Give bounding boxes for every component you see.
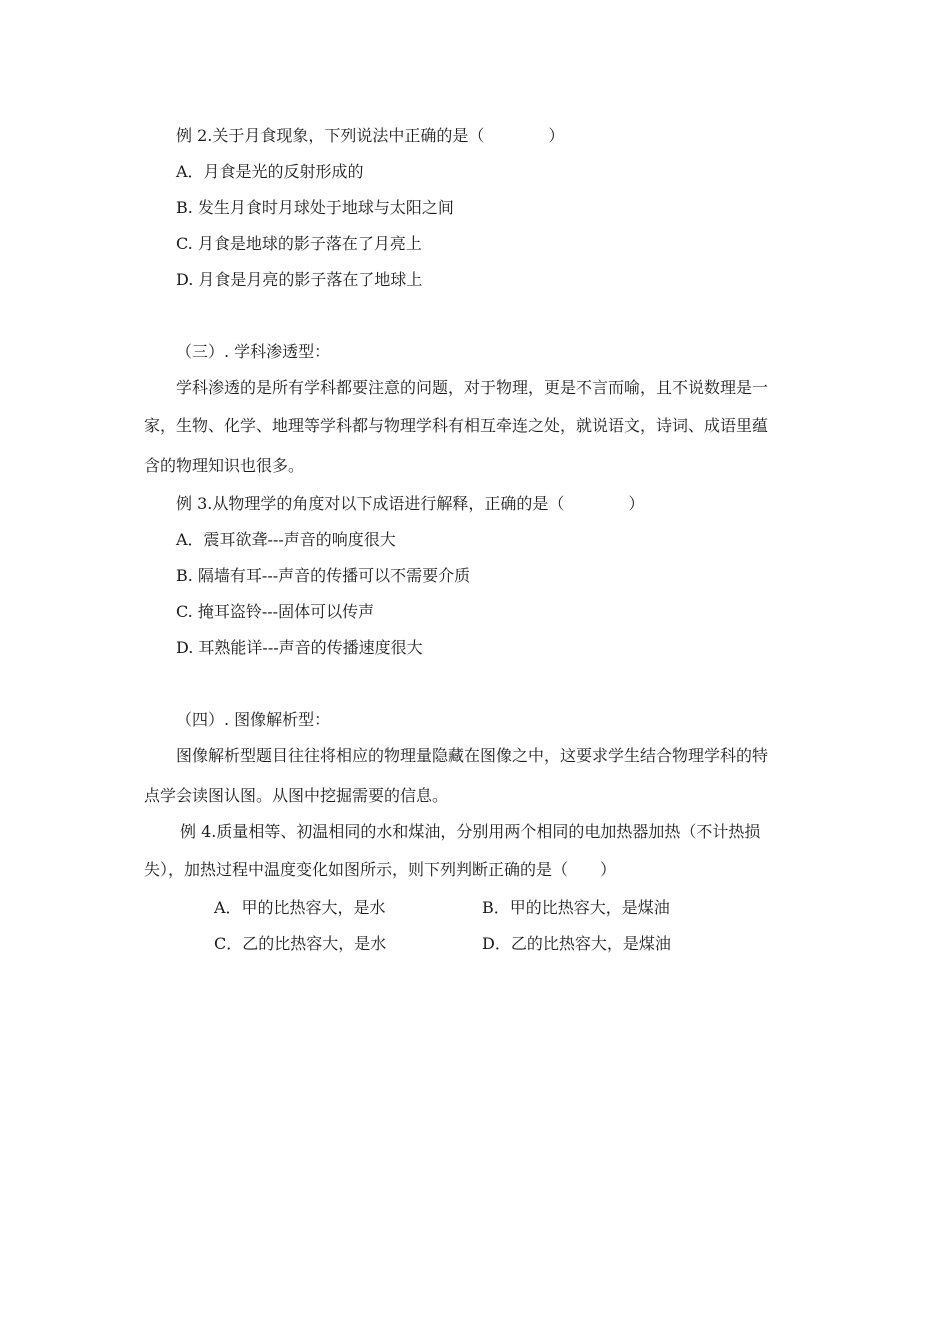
section-3-paragraph-line-3: 含的物理知识也很多。 [144, 456, 305, 475]
section-3-paragraph-line-2: 家，生物、化学、地理等学科都与物理学科有相互牵连之处，就说语文，诗词、成语里蕴 [144, 416, 769, 435]
example-4-question-line-1: 例 4.质量相等、初温相同的水和煤油，分别用两个相同的电加热器加热（不计热损 [180, 822, 761, 841]
example-4-question-line-2: 失），加热过程中温度变化如图所示，则下列判断正确的是（ ） [144, 860, 617, 879]
example-4-option-d: D．乙的比热容大，是煤油 [482, 934, 671, 953]
example-3-option-c: C. 掩耳盗铃---固体可以传声 [176, 602, 375, 621]
section-4-heading: （四）. 图像解析型： [176, 710, 331, 729]
example-3-question: 例 3.从物理学的角度对以下成语进行解释，正确的是（ ） [176, 494, 645, 513]
example-3-option-a: A．震耳欲聋---声音的响度很大 [176, 530, 396, 549]
example-4-option-b: B．甲的比热容大，是煤油 [482, 898, 670, 917]
section-3-paragraph-line-1: 学科渗透的是所有学科都要注意的问题，对于物理，更是不言而喻，且不说数理是一 [176, 378, 769, 397]
section-4-paragraph-line-2: 点学会读图认图。从图中挖掘需要的信息。 [144, 786, 449, 805]
example-2-question: 例 2.关于月食现象，下列说法中正确的是（ ） [176, 126, 565, 145]
example-4-option-c: C．乙的比热容大，是水 [214, 934, 387, 953]
section-3-heading: （三）. 学科渗透型： [176, 342, 331, 361]
section-4-paragraph-line-1: 图像解析型题目往往将相应的物理量隐藏在图像之中，这要求学生结合物理学科的特 [176, 746, 769, 765]
example-4-option-a: A．甲的比热容大，是水 [214, 898, 386, 917]
example-2-option-a: A．月食是光的反射形成的 [176, 162, 364, 181]
example-2-option-b: B. 发生月食时月球处于地球与太阳之间 [176, 198, 454, 217]
example-2-option-c: C. 月食是地球的影子落在了月亮上 [176, 234, 422, 253]
example-2-option-d: D. 月食是月亮的影子落在了地球上 [176, 270, 423, 289]
example-3-option-d: D. 耳熟能详---声音的传播速度很大 [176, 638, 423, 657]
example-3-option-b: B. 隔墙有耳---声音的传播可以不需要介质 [176, 566, 471, 585]
